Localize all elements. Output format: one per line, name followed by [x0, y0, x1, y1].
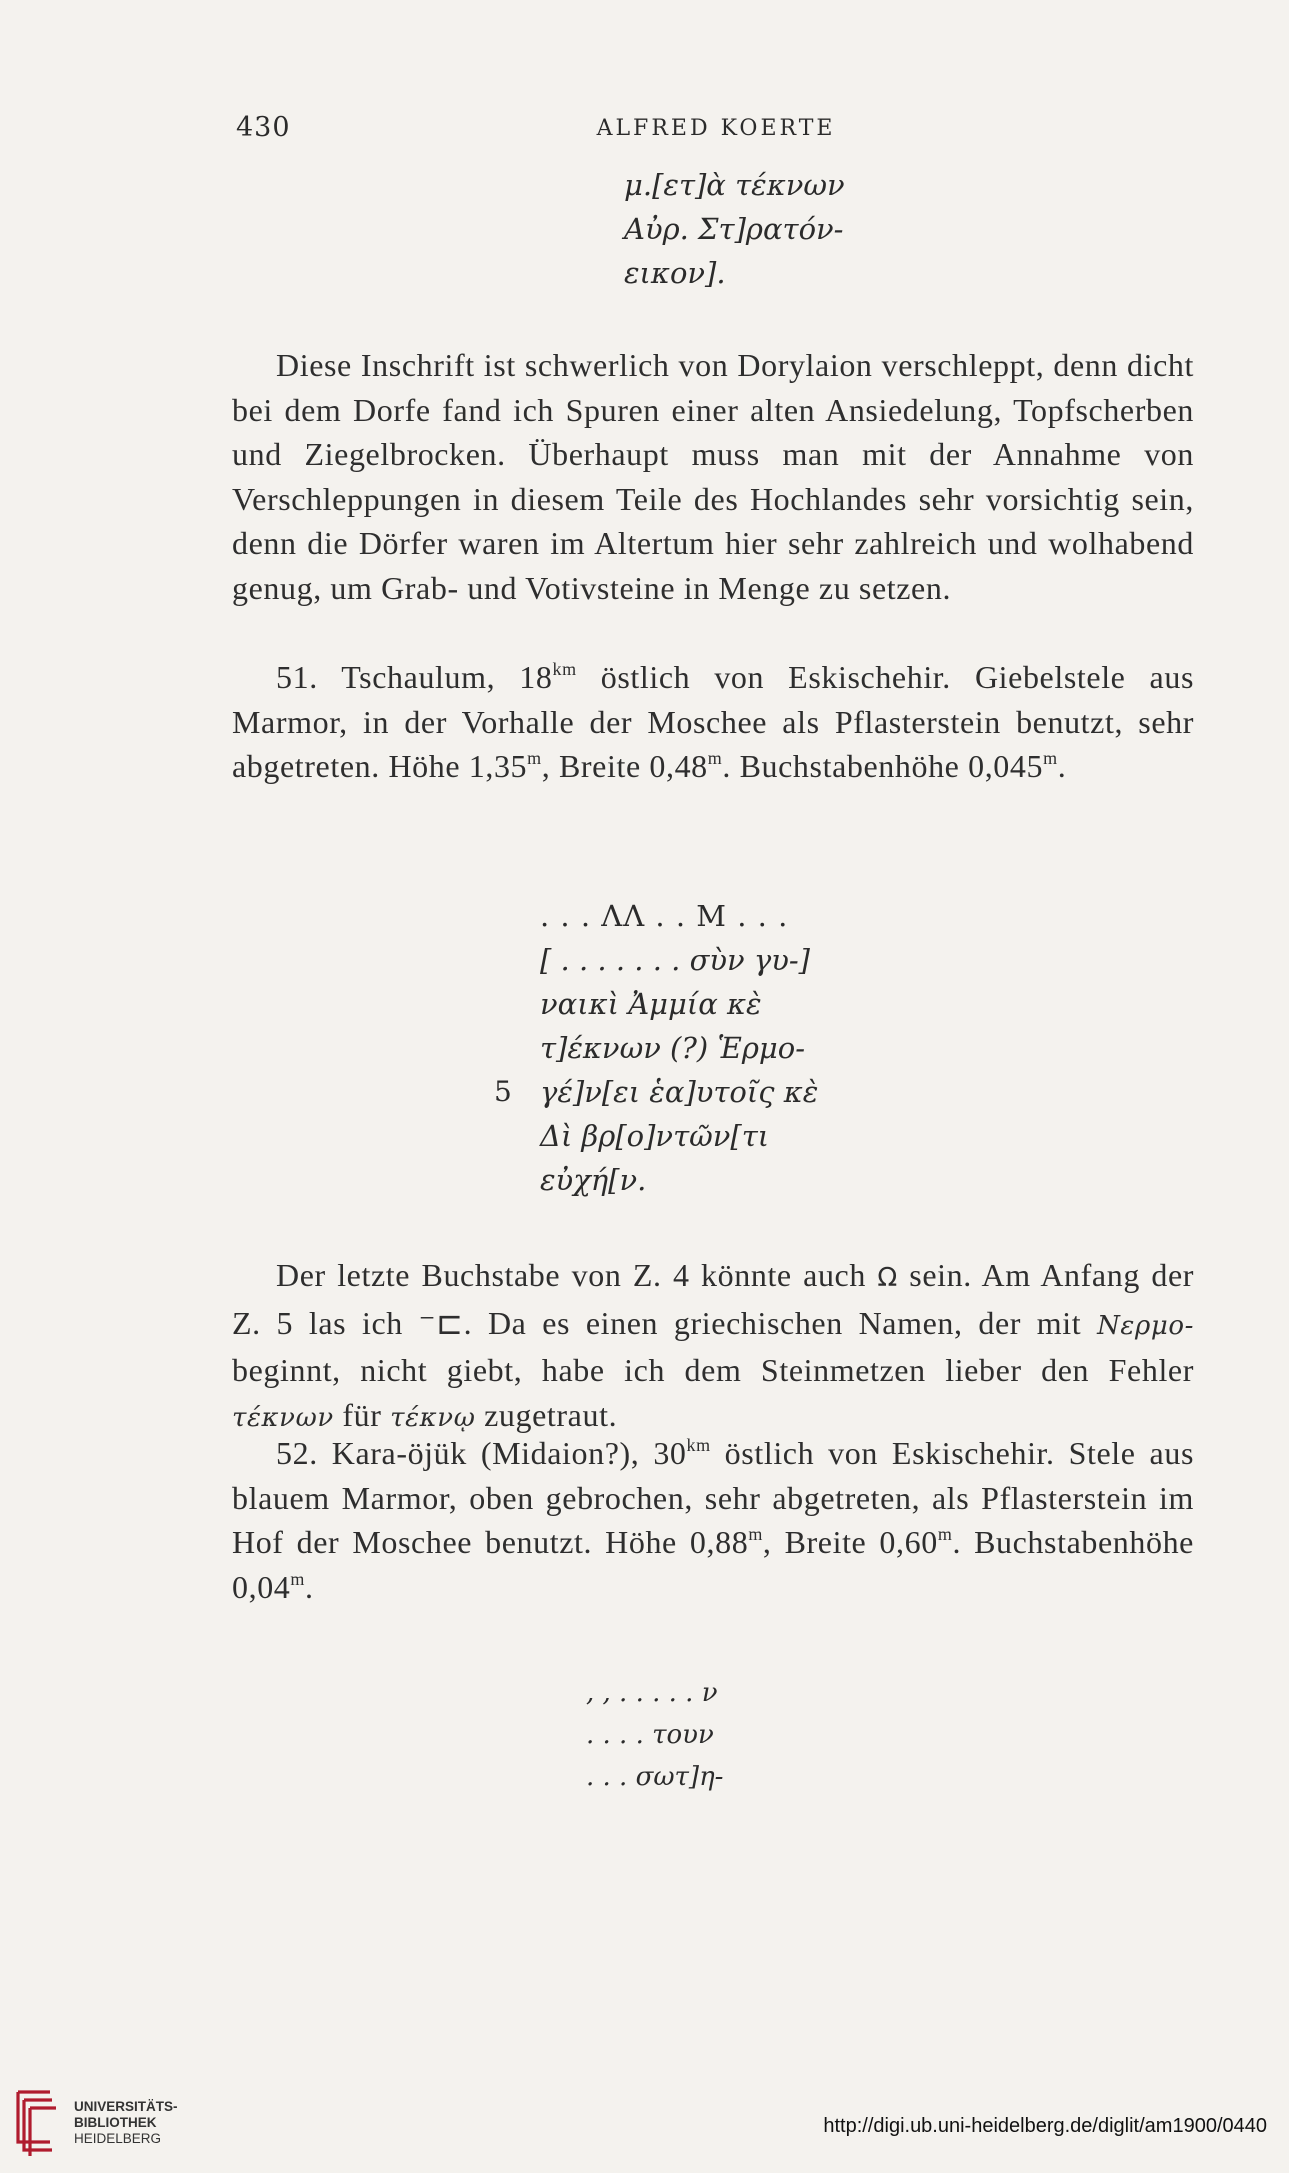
- epigraphic-glyph: ⁻⊏: [418, 1303, 464, 1342]
- library-line: BIBLIOTHEK: [74, 2115, 157, 2130]
- page-number: 430: [236, 112, 291, 143]
- inscription-line: μ.[ετ]ὰ τέκνων: [624, 168, 845, 202]
- running-head: ALFRED KOERTE: [596, 116, 836, 141]
- inscription-line: τ]έκνων (?) Ἑρμο-: [540, 1031, 806, 1065]
- unit-superscript: m: [937, 1524, 953, 1544]
- inscription-line: ναικὶ Ἀμμία κὲ: [540, 987, 762, 1021]
- library-line: HEIDELBERG: [74, 2131, 162, 2146]
- unit-superscript: km: [552, 659, 577, 679]
- paragraph-fragment: . Da es einen griechischen Namen, der mit: [463, 1304, 1098, 1341]
- library-name: [74, 2099, 178, 2147]
- paragraph-fragment: beginnt, nicht giebt, habe ich dem Steinmetzen lieber den Fehler: [232, 1352, 1194, 1388]
- inscription-line: Δὶ βρ[ο]ντῶν[τι: [540, 1119, 770, 1153]
- unit-superscript: m: [527, 748, 542, 768]
- inscription-line: εὐχή[ν.: [540, 1163, 647, 1197]
- entry-text: .: [1057, 748, 1067, 784]
- entry-text: östlich von Eskischehir. Stele aus blauem Marmor, oben gebrochen, sehr abgetreten, als Pflasterstein im Hof der Moschee benutzt. Höhe 0,88: [232, 1435, 1194, 1560]
- entry-52: [232, 1431, 1194, 1609]
- unit-superscript: km: [686, 1435, 711, 1455]
- paragraph-fragment: Der letzte Buchstabe von Z. 4 könnte auch: [276, 1257, 878, 1293]
- unit-superscript: m: [707, 748, 723, 768]
- greek-word: τέκνων: [232, 1402, 334, 1433]
- entry-text: 52. Kara-öjük (Midaion?), 30: [276, 1435, 687, 1471]
- inscription-52: [586, 1672, 723, 1798]
- entry-text: . Buchstabenhöhe 0,04: [232, 1524, 1194, 1605]
- entry-text: , Breite 0,48: [541, 748, 708, 784]
- unit-superscript: m: [290, 1568, 306, 1589]
- entry-text: , Breite 0,60: [762, 1524, 938, 1560]
- entry-51-text: [232, 655, 1194, 789]
- entry-text: .: [305, 1568, 314, 1605]
- unit-superscript: m: [1043, 748, 1058, 768]
- inscription-51: [494, 894, 819, 1202]
- inscription-line: [ . . . . . . . σὺν γυ-]: [540, 943, 810, 977]
- inscription-line-text: γέ]ν[ει ἑα]υτοῖς κὲ: [540, 1075, 819, 1109]
- entry-51: [232, 655, 1194, 789]
- entry-text: 51. Tschaulum, 18: [276, 659, 553, 695]
- library-line: UNIVERSITÄTS-: [74, 2099, 178, 2114]
- inscription-line: Αὐρ. Στ]ρατόν-: [624, 212, 844, 246]
- inscription-line: . . . . τουν: [586, 1720, 714, 1750]
- entry-text: . Buchstabenhöhe 0,045: [722, 748, 1044, 784]
- greek-word: Νερμο-: [1097, 1310, 1194, 1341]
- paragraph-dorylaion: [232, 343, 1194, 610]
- inscription-line: εικον].: [624, 256, 726, 290]
- paragraph-fragment: zugetraut.: [475, 1396, 618, 1433]
- paragraph-fragment: für: [333, 1396, 391, 1433]
- entry-text: östlich von Eskischehir. Giebelstele aus Marmor, in der Vorhalle der Moschee als Pflasterstein benutzt, sehr abgetreten. Höhe 1,35: [232, 659, 1194, 784]
- line-number: 5: [494, 1075, 512, 1108]
- entry-52-text: [232, 1431, 1194, 1609]
- inscription-line: [494, 1070, 819, 1114]
- greek-word: τέκνῳ: [390, 1402, 476, 1433]
- paragraph-text: Diese Inschrift ist schwerlich von Dorylaion verschleppt, denn dicht bei dem Dorfe fand ich Spuren einer alten Ansiedelung, Topfscherben und Ziegelbrocken. Überhaupt muss man mit der Annahme von Verschleppungen in diesem Teile des Hochlandes sehr vorsichtig sein, denn die Dörfer waren im Altertum hier sehr zahlreich und wolhabend genug, um Grab- und Votivsteine in Menge zu setzen.: [232, 347, 1194, 606]
- page-header: [236, 112, 1196, 146]
- paragraph-fragment: sein. Am Anfang der Z. 5 las ich: [232, 1257, 1194, 1341]
- inscription-line: . . . σωτ]η-: [586, 1762, 724, 1792]
- paragraph-letter-note: [232, 1253, 1194, 1440]
- source-url[interactable]: http://digi.ub.uni-heidelberg.de/diglit/am1900/0440: [823, 2115, 1267, 2137]
- paragraph-text: [232, 1253, 1194, 1440]
- omega-glyph: Ω: [877, 1263, 898, 1293]
- inscription-top: [624, 163, 845, 295]
- inscription-line: . . . ΛΛ . . Μ . . .: [540, 899, 789, 933]
- inscription-line: , , . . . . . ν: [586, 1678, 718, 1708]
- unit-superscript: m: [748, 1524, 763, 1544]
